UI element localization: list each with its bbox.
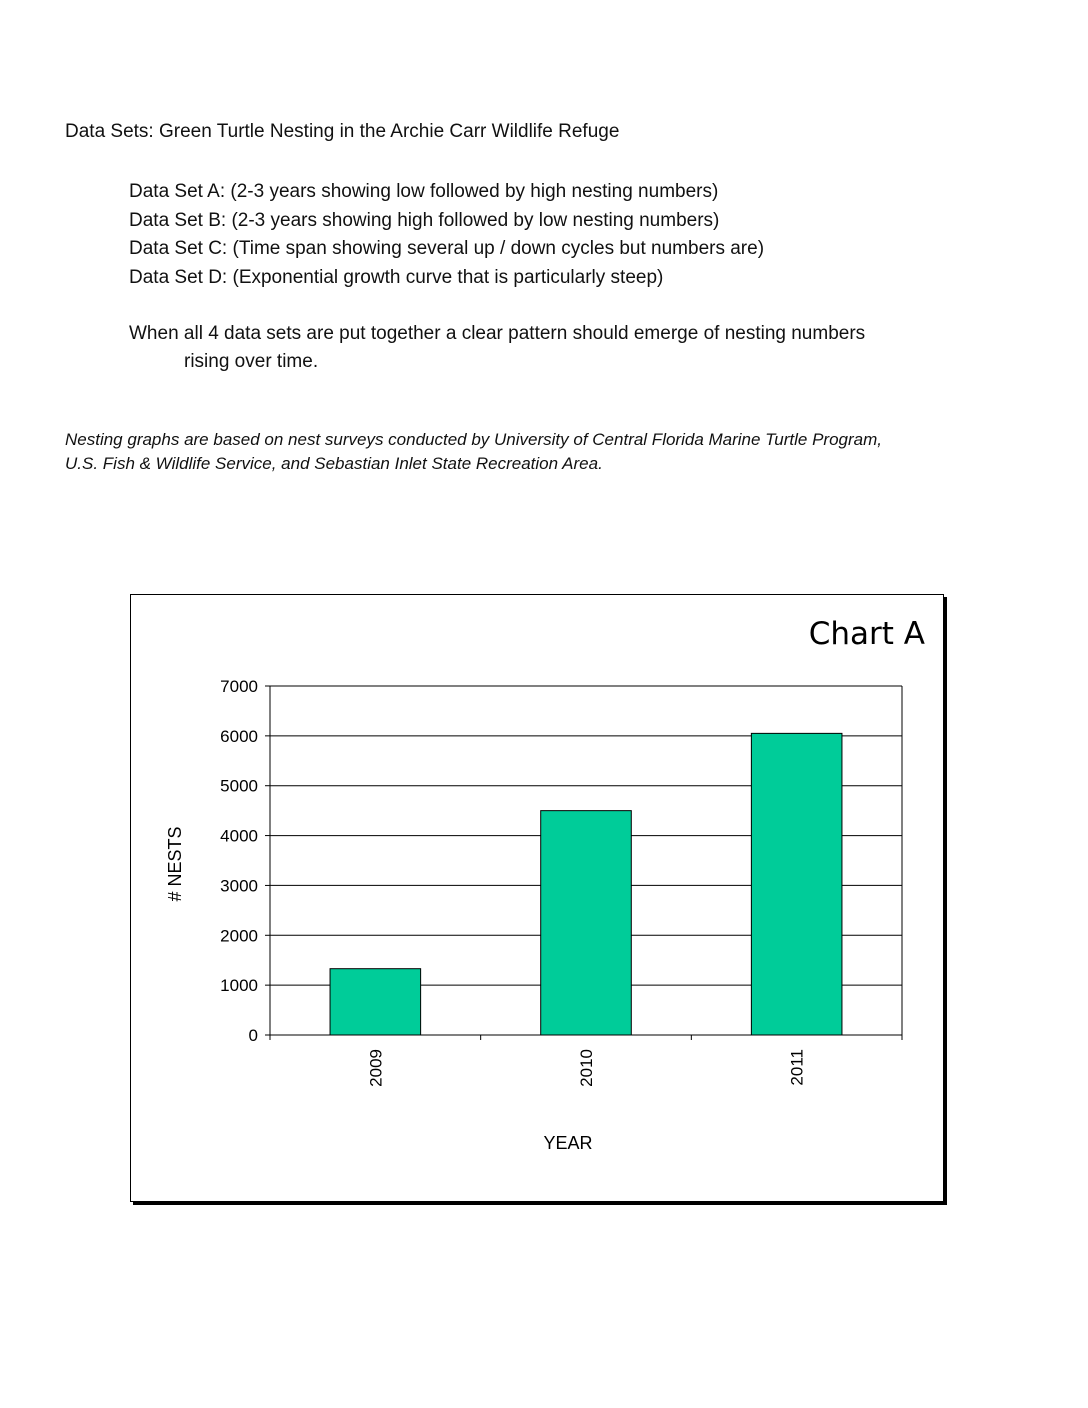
bar-2009: [330, 969, 421, 1035]
bar-2010: [541, 811, 632, 1035]
bar-2011: [751, 733, 842, 1035]
chart-bars: [330, 733, 842, 1035]
y-tick-label-3000: 3000: [220, 876, 258, 896]
y-tick-label-6000: 6000: [220, 726, 258, 746]
page-heading: Data Sets: Green Turtle Nesting in the Archie Carr Wildlife Refuge: [65, 121, 620, 142]
summary-line-2: rising over time.: [184, 351, 319, 372]
chart-a-frame: [130, 594, 944, 1202]
data-set-c: Data Set C: (Time span showing several up / down cycles but numbers are): [129, 238, 765, 259]
y-tick-label-4000: 4000: [220, 826, 258, 846]
y-tick-label-0: 0: [248, 1026, 258, 1045]
chart-a: [131, 595, 943, 1201]
y-tick-label-7000: 7000: [220, 677, 258, 696]
y-tick-label-5000: 5000: [220, 776, 258, 796]
source-note: [65, 428, 1065, 476]
chart-title: Chart A: [808, 616, 925, 652]
x-tick-label-2009: 2009: [366, 1049, 386, 1087]
data-set-b: Data Set B: (2-3 years showing high followed by low nesting numbers): [129, 209, 720, 231]
source-line-1: Nesting graphs are based on nest surveys conducted by University of Central Florida Marine Turtle Program,: [65, 430, 883, 449]
source-line-2: U.S. Fish & Wildlife Service, and Sebastian Inlet State Recreation Area.: [65, 454, 603, 473]
y-tick-labels: [220, 677, 258, 1045]
x-tick-label-2010: 2010: [577, 1049, 596, 1087]
x-axis-label: YEAR: [543, 1133, 593, 1153]
data-set-a: Data Set A: (2-3 years showing low followed by high nesting numbers): [129, 181, 719, 202]
y-tick-label-1000: 1000: [220, 976, 258, 996]
data-set-list: [129, 178, 764, 292]
x-tick-labels: [366, 1049, 806, 1087]
data-set-d: Data Set D: (Exponential growth curve that is particularly steep): [129, 266, 664, 288]
y-axis-label: # NESTS: [165, 826, 185, 902]
summary-line-1: When all 4 data sets are put together a clear pattern should emerge of nesting numbers: [129, 323, 866, 344]
summary-paragraph: [129, 320, 1029, 376]
y-tick-label-2000: 2000: [220, 926, 258, 946]
x-tick-label-2011: 2011: [787, 1049, 807, 1086]
